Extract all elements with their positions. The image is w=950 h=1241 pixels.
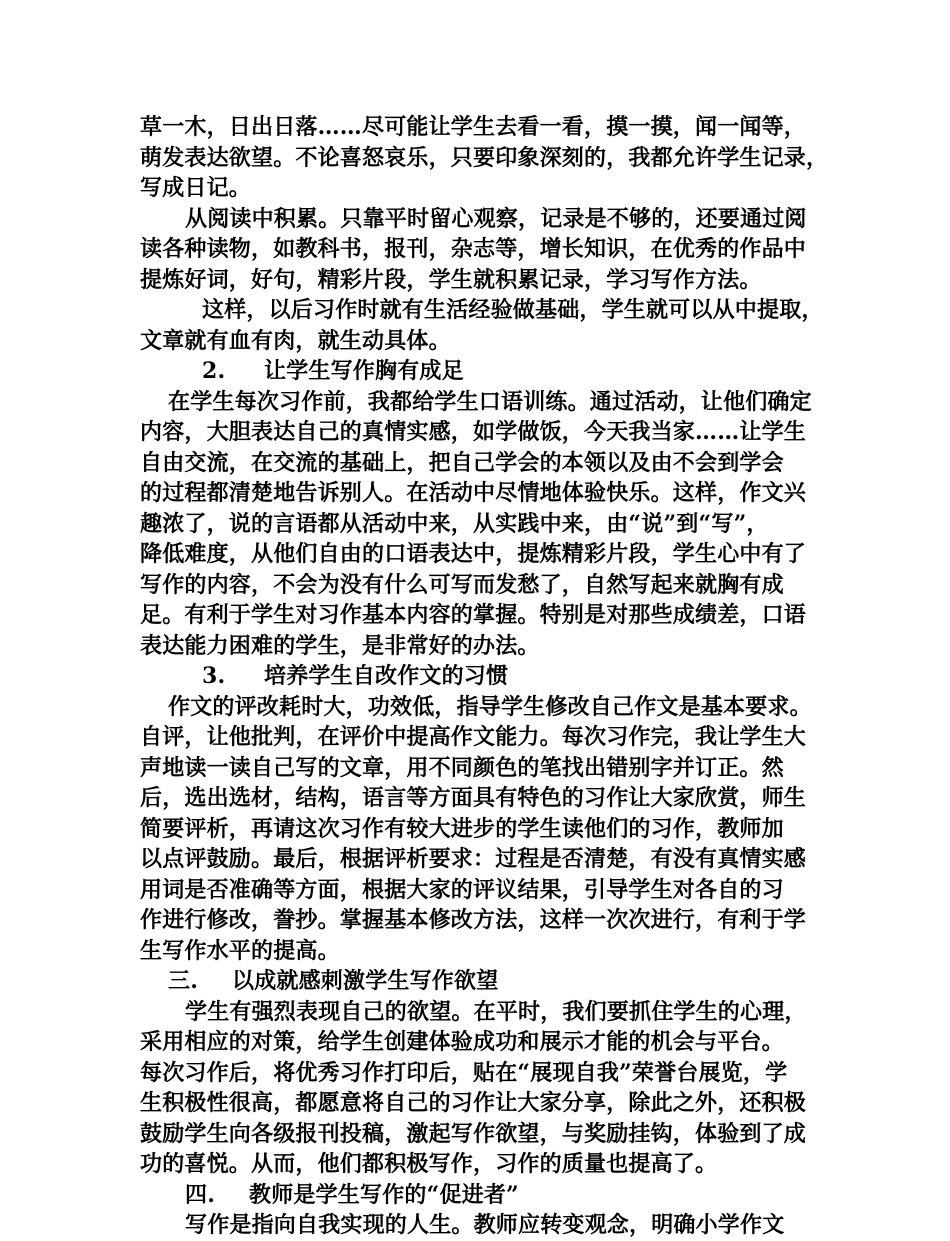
text-line: 足。有利于学生对习作基本内容的掌握。特别是对那些成绩差，口语 xyxy=(140,602,807,628)
text-line: 写作的内容，不会为没有什么可写而发愁了，自然写起来就胸有成 xyxy=(140,571,784,598)
text-line: 文章就有血有肉，就生动具体。 xyxy=(140,327,451,354)
text-line: 学生有强烈表现自己的欲望。在平时，我们要抓住学生的心理， xyxy=(185,998,807,1025)
text-line: 草一木，日出日落……尽可能让学生去看一看，摸一摸，闻一闻等， xyxy=(140,114,807,140)
text-line: 生积极性很高，都愿意将自己的习作让大家分享，除此之外，还积极 xyxy=(140,1090,807,1116)
text-line: 作进行修改，誊抄。掌握基本修改方法，这样一次次进行，有利于学 xyxy=(140,907,807,933)
text-line: 萌发表达欲望。不论喜怒哀乐，只要印象深刻的，我都允许学生记录， xyxy=(140,144,829,171)
section-number: 三. xyxy=(168,968,199,994)
text-line: 表达能力困难的学生，是非常好的办法。 xyxy=(140,632,540,659)
text-line: 自由交流，在交流的基础上，把自己学会的本领以及由不会到学会 xyxy=(140,449,784,476)
section-number: 3. xyxy=(202,663,226,689)
section-number: 四. xyxy=(185,1181,216,1208)
text-line: 功的喜悦。从而，他们都积极写作，习作的质量也提高了。 xyxy=(140,1151,718,1177)
text-line: 提炼好词，好句，精彩片段，学生就积累记录，学习写作方法。 xyxy=(140,266,762,293)
text-line: 写成日记。 xyxy=(140,175,252,201)
text-line: 简要评析，再请这次习作有较大进步的学生读他们的习作，教师加 xyxy=(140,815,784,842)
text-line: 以点评鼓励。最后，根据评析要求：过程是否清楚，有没有真情实感 xyxy=(140,846,807,872)
text-line: 读各种读物，如教科书，报刊，杂志等，增长知识，在优秀的作品中 xyxy=(140,236,807,262)
section-title: 以成就感刺激学生写作欲望 xyxy=(232,968,499,994)
text-line: 每次习作后，将优秀习作打印后，贴在“展现自我”荣誉台展览，学 xyxy=(140,1059,788,1086)
section-heading-san xyxy=(140,966,820,997)
text-line: 降低难度，从他们自由的口语表达中，提炼精彩片段，学生心中有了 xyxy=(140,541,807,567)
text-line: 生写作水平的提高。 xyxy=(140,937,340,964)
section-number: 2. xyxy=(202,358,226,384)
text-line: 这样，以后习作时就有生活经验做基础，学生就可以从中提取， xyxy=(202,297,824,323)
text-line: 鼓励学生向各级报刊投稿，激起写作欲望，与奖励挂钩，体验到了成 xyxy=(140,1120,807,1147)
text-line: 内容，大胆表达自己的真情实感，如学做饭，今天我当家……让学生 xyxy=(140,419,807,445)
document-body xyxy=(140,112,829,1241)
section-title: 教师是学生写作的“促进者” xyxy=(249,1181,519,1208)
section-heading-3 xyxy=(140,661,820,692)
section-heading-si xyxy=(140,1180,820,1211)
text-line: 作文的评改耗时大，功效低，指导学生修改自己作文是基本要求。 xyxy=(168,693,812,720)
text-line: 声地读一读自己写的文章，用不同颜色的笔找出错别字并订正。然 xyxy=(140,754,784,781)
section-heading-2 xyxy=(140,356,820,387)
text-line: 用词是否准确等方面，根据大家的评议结果，引导学生对各自的习 xyxy=(140,876,784,903)
section-title: 让学生写作胸有成足 xyxy=(264,358,464,384)
text-line: 趣浓了，说的言语都从活动中来，从实践中来，由“说”到“写”， xyxy=(140,510,769,537)
text-line: 后，选出选材，结构，语言等方面具有特色的习作让大家欣赏，师生 xyxy=(140,785,807,811)
text-line: 在学生每次习作前，我都给学生口语训练。通过活动，让他们确定 xyxy=(168,388,812,415)
text-line: 从阅读中积累。只靠平时留心观察，记录是不够的，还要通过阅 xyxy=(185,205,807,232)
text-line: 写作是指向自我实现的人生。教师应转变观念，明确小学作文 xyxy=(185,1212,785,1238)
section-title: 培养学生自改作文的习惯 xyxy=(264,663,509,689)
text-line: 采用相应的对策，给学生创建体验成功和展示才能的机会与平台。 xyxy=(140,1029,784,1055)
text-line: 自评，让他批判，在评价中提高作文能力。每次习作完，我让学生大 xyxy=(140,724,807,750)
text-line: 的过程都清楚地告诉别人。在活动中尽情地体验快乐。这样，作文兴 xyxy=(140,480,807,506)
